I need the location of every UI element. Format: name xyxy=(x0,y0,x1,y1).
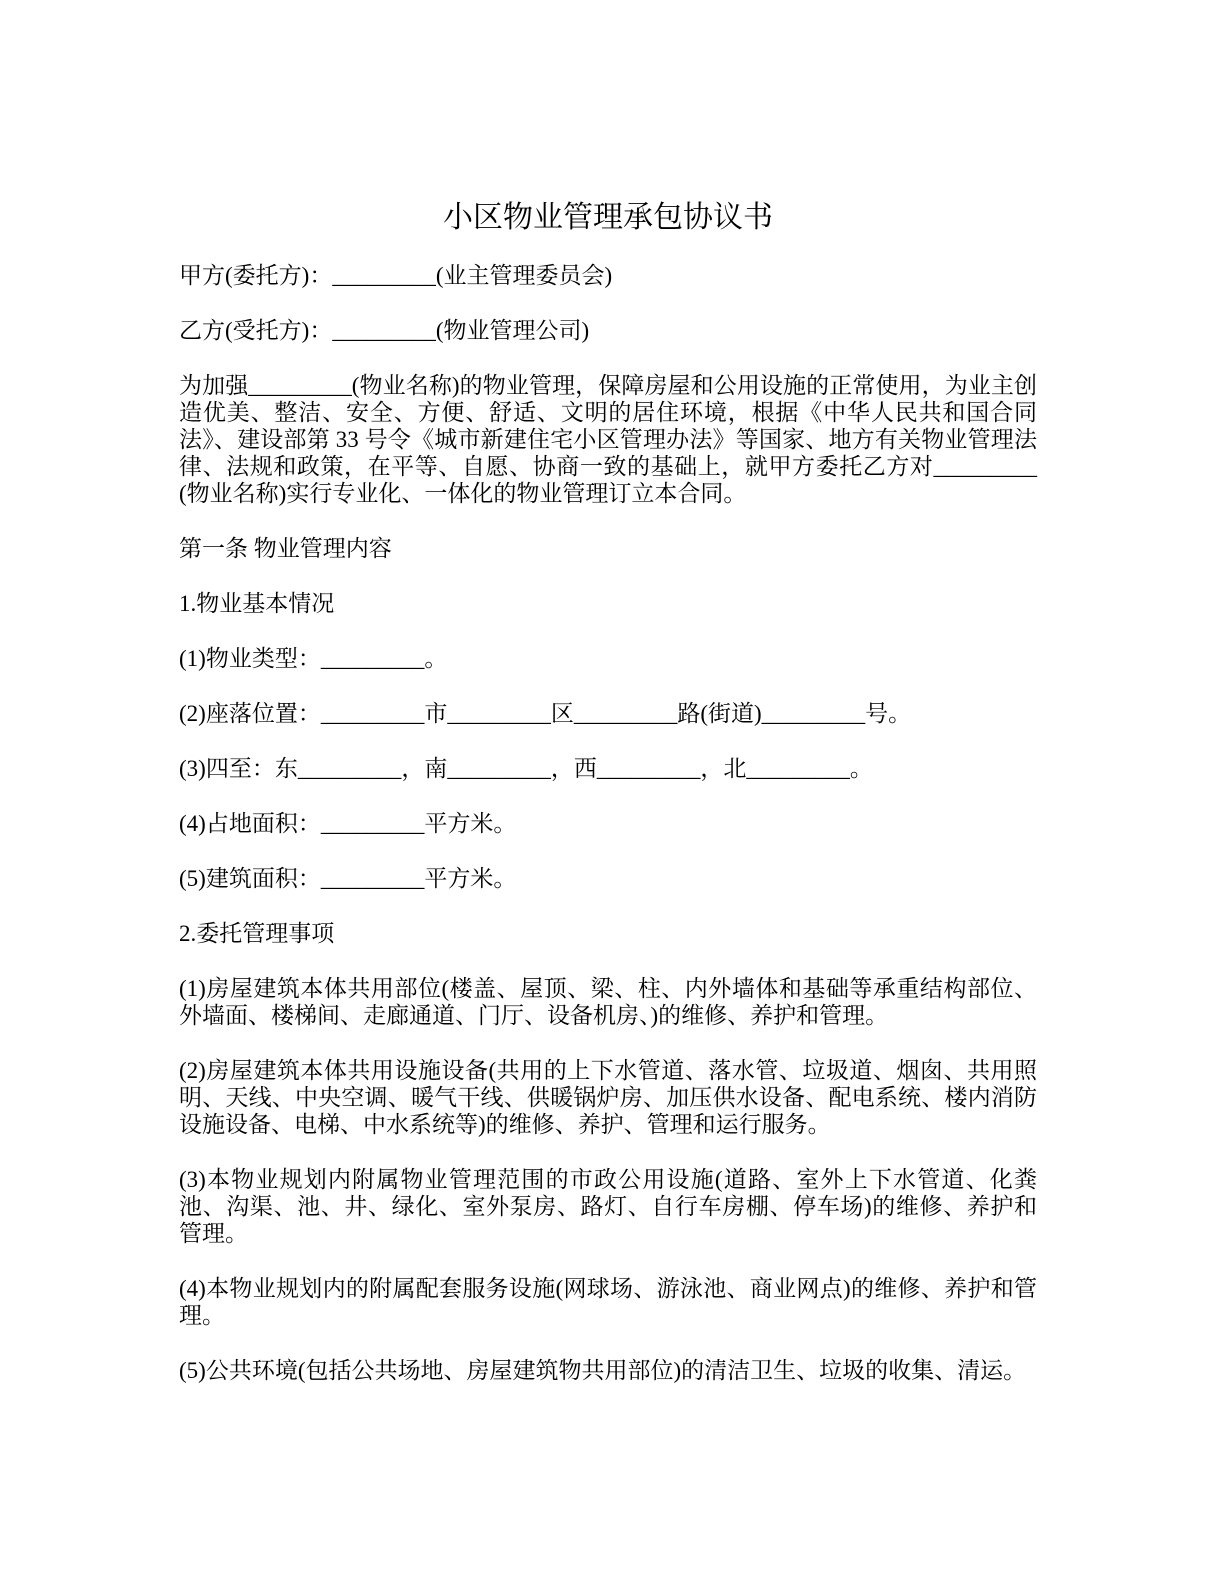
document-title: 小区物业管理承包协议书 xyxy=(443,201,773,234)
item-1-paragraph: (1)房屋建筑本体共用部位(楼盖、屋顶、梁、柱、内外墙体和基础等承重结构部位、外墙面、楼梯间、走廊通道、门厅、设备机房、)的维修、养护和管理。 xyxy=(179,976,1037,1028)
document-page xyxy=(179,196,1037,1412)
item-5-paragraph: (5)公共环境(包括公共场地、房屋建筑物共用部位)的清洁卫生、垃圾的收集、清运。 xyxy=(179,1358,1027,1383)
building-area-line: (5)建筑面积：_________平方米。 xyxy=(179,866,517,891)
property-type-line: (1)物业类型：_________。 xyxy=(179,646,448,671)
item-4-paragraph: (4)本物业规划内的附属配套服务设施(网球场、游泳池、商业网点)的维修、养护和管理。 xyxy=(179,1276,1037,1328)
article-1-heading: 第一条 物业管理内容 xyxy=(179,536,392,561)
party-b-line: 乙方(受托方)：_________(物业管理公司) xyxy=(179,318,590,343)
section-1-heading: 1.物业基本情况 xyxy=(179,591,335,616)
boundaries-line: (3)四至：东_________，南_________，西_________，北_________。 xyxy=(179,756,873,781)
location-line: (2)座落位置：_________市_________区_________路(街道)_________号。 xyxy=(179,701,912,726)
item-2-paragraph: (2)房屋建筑本体共用设施设备(共用的上下水管道、落水管、垃圾道、烟囱、共用照明、天线、中央空调、暖气干线、供暖锅炉房、加压供水设备、配电系统、楼内消防设施设备、电梯、中水系统等)的维修、养护、管理和运行服务。 xyxy=(179,1058,1037,1137)
preamble-paragraph: 为加强_________(物业名称)的物业管理，保障房屋和公用设施的正常使用，为业主创造优美、整洁、安全、方便、舒适、文明的居住环境，根据《中华人民共和国合同法》、建设部第 33 号令《城市新建住宅小区管理办法》等国家、地方有关物业管理法律、法规和政策，在平等、自愿、协商一致的基础上，就甲方委托乙方对_________(物业名称)实行专业化、一体化的物业管理订立本合同。 xyxy=(179,373,1037,506)
party-a-line: 甲方(委托方)：_________(业主管理委员会) xyxy=(179,263,613,288)
item-3-paragraph: (3)本物业规划内附属物业管理范围的市政公用设施(道路、室外上下水管道、化粪池、沟渠、池、井、绿化、室外泵房、路灯、自行车房棚、停车场)的维修、养护和管理。 xyxy=(179,1167,1037,1246)
land-area-line: (4)占地面积：_________平方米。 xyxy=(179,811,517,836)
section-2-heading: 2.委托管理事项 xyxy=(179,921,335,946)
